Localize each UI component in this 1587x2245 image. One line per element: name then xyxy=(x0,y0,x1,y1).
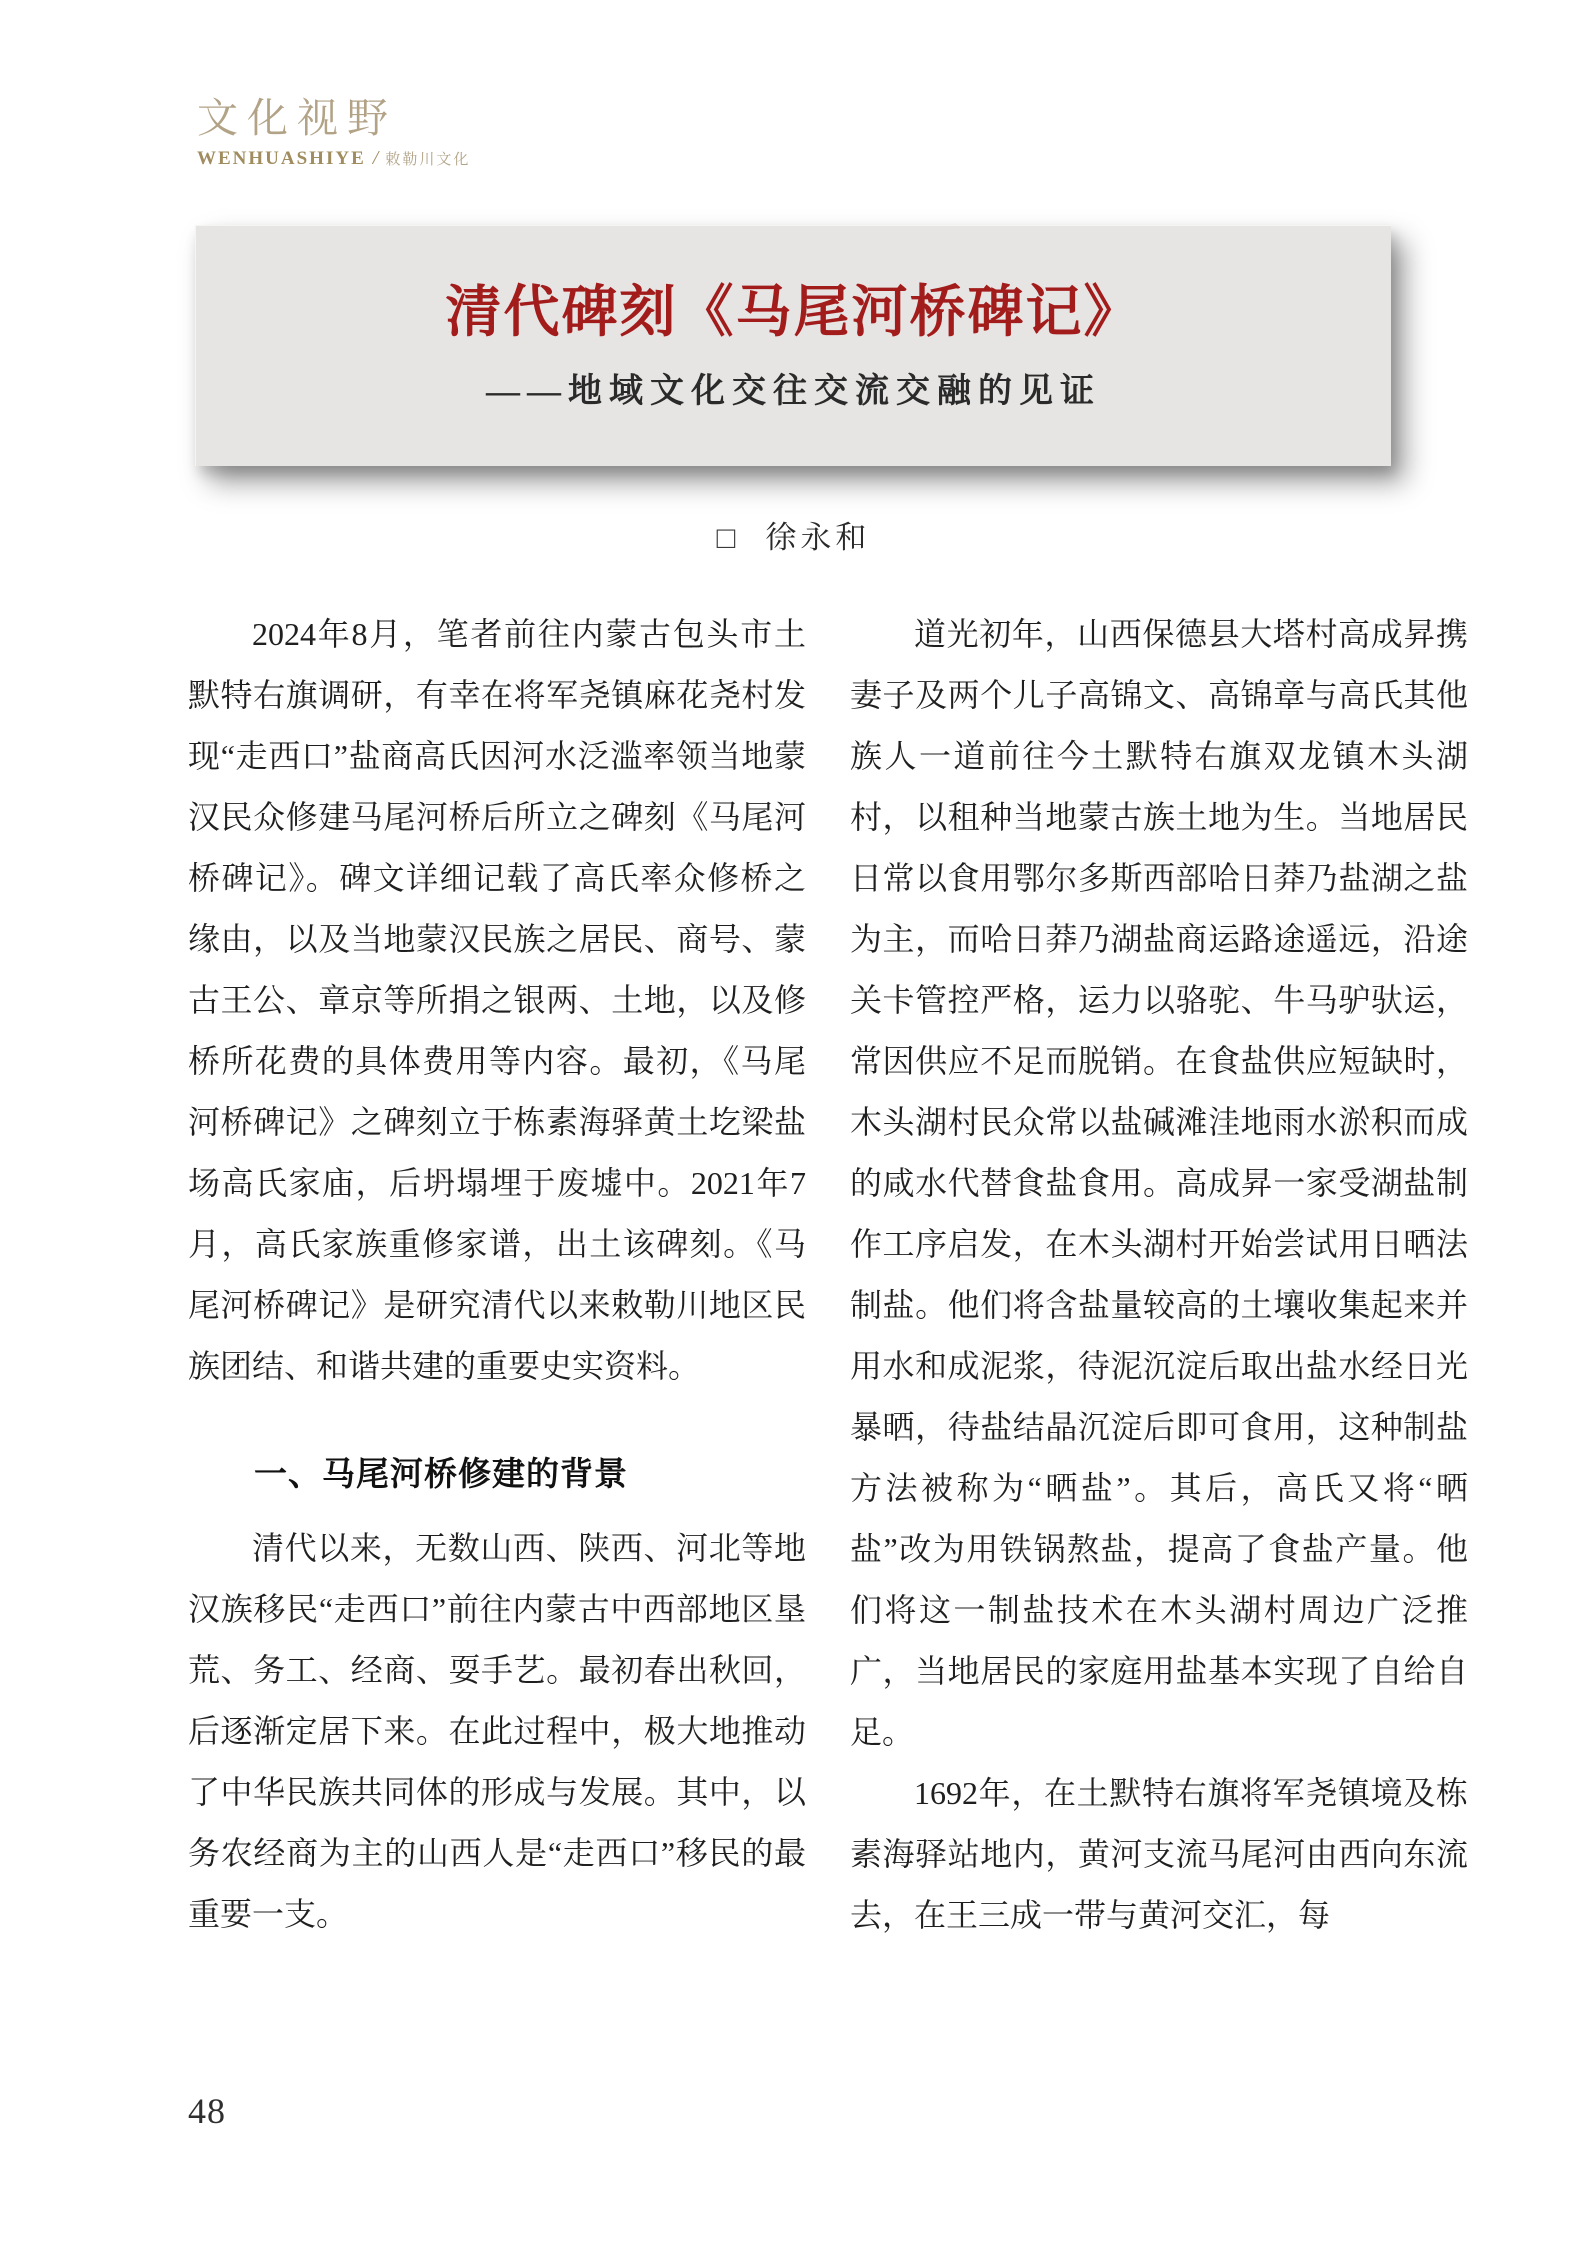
right-paragraph-2: 1692年，在土默特右旗将军尧镇境及栋素海驿站地内，黄河支流马尾河由西向东流去，在王三成一带与黄河交汇，每 xyxy=(850,1775,1468,1933)
section-heading-1: 一、马尾河桥修建的背景 xyxy=(254,1455,628,1492)
article-title-banner xyxy=(195,225,1391,466)
masthead-series-label: 敕勒川文化 xyxy=(385,152,471,169)
byline xyxy=(0,512,1587,557)
left-paragraph-1: 2024年8月，笔者前往内蒙古包头市土默特右旗调研，有幸在将军尧镇麻花尧村发现“走西口”盐商高氏因河水泛滥率领当地蒙汉民众修建马尾河桥后所立之碑刻《马尾河桥碑记》。碑文详细记载了高氏率众修桥之缘由，以及当地蒙汉民族之居民、商号、蒙古王公、章京等所捐之银两、土地，以及修桥所花费的具体费用等内容。最初，《马尾河桥碑记》之碑刻立于栋素海驿黄土圪梁盐场高氏家庙，后坍塌埋于废墟中。2021年7月，高氏家族重修家谱，出土该碑刻。《马尾河桥碑记》是研究清代以来敕勒川地区民族团结、和谐共建的重要史实资料。 xyxy=(188,616,806,1384)
masthead xyxy=(197,96,470,170)
masthead-pinyin: WENHUASHIYE xyxy=(197,148,366,170)
masthead-divider: / xyxy=(372,147,379,170)
author-marker-icon: □ xyxy=(716,520,740,555)
column-title: 文化视野 xyxy=(197,95,397,141)
article-title: 清代碑刻《马尾河桥碑记》 xyxy=(445,280,1142,344)
author-name: 徐永和 xyxy=(765,520,871,555)
right-paragraph-1: 道光初年，山西保德县大塔村高成昇携妻子及两个儿子高锦文、高锦章与高氏其他族人一道前往今土默特右旗双龙镇木头湖村，以租种当地蒙古族土地为生。当地居民日常以食用鄂尔多斯西部哈日莽乃盐湖之盐为主，而哈日莽乃湖盐商运路途遥远，沿途关卡管控严格，运力以骆驼、牛马驴驮运，常因供应不足而脱销。在食盐供应短缺时，木头湖村民众常以盐碱滩洼地雨水淤积而成的咸水代替食盐食用。高成昇一家受湖盐制作工序启发，在木头湖村开始尝试用日晒法制盐。他们将含盐量较高的土壤收集起来并用水和成泥浆，待泥沉淀后取出盐水经日光暴晒，待盐结晶沉淀后即可食用，这种制盐方法被称为“晒盐”。其后，高氏又将“晒盐”改为用铁锅熬盐，提高了食盐产量。他们将这一制盐技术在木头湖村周边广泛推广，当地居民的家庭用盐基本实现了自给自足。 xyxy=(850,616,1468,1750)
article-subtitle: ——地域文化交往交流交融的见证 xyxy=(486,372,1101,410)
masthead-subline xyxy=(197,147,470,170)
right-column xyxy=(850,604,1468,1946)
left-column xyxy=(188,604,806,1946)
article-body xyxy=(188,604,1468,1946)
page-number: 48 xyxy=(188,2091,226,2131)
left-paragraph-2: 清代以来，无数山西、陕西、河北等地汉族移民“走西口”前往内蒙古中西部地区垦荒、务工、经商、耍手艺。最初春出秋回，后逐渐定居下来。在此过程中，极大地推动了中华民族共同体的形成与发展。其中，以务农经商为主的山西人是“走西口”移民的最重要一支。 xyxy=(188,1530,806,1932)
